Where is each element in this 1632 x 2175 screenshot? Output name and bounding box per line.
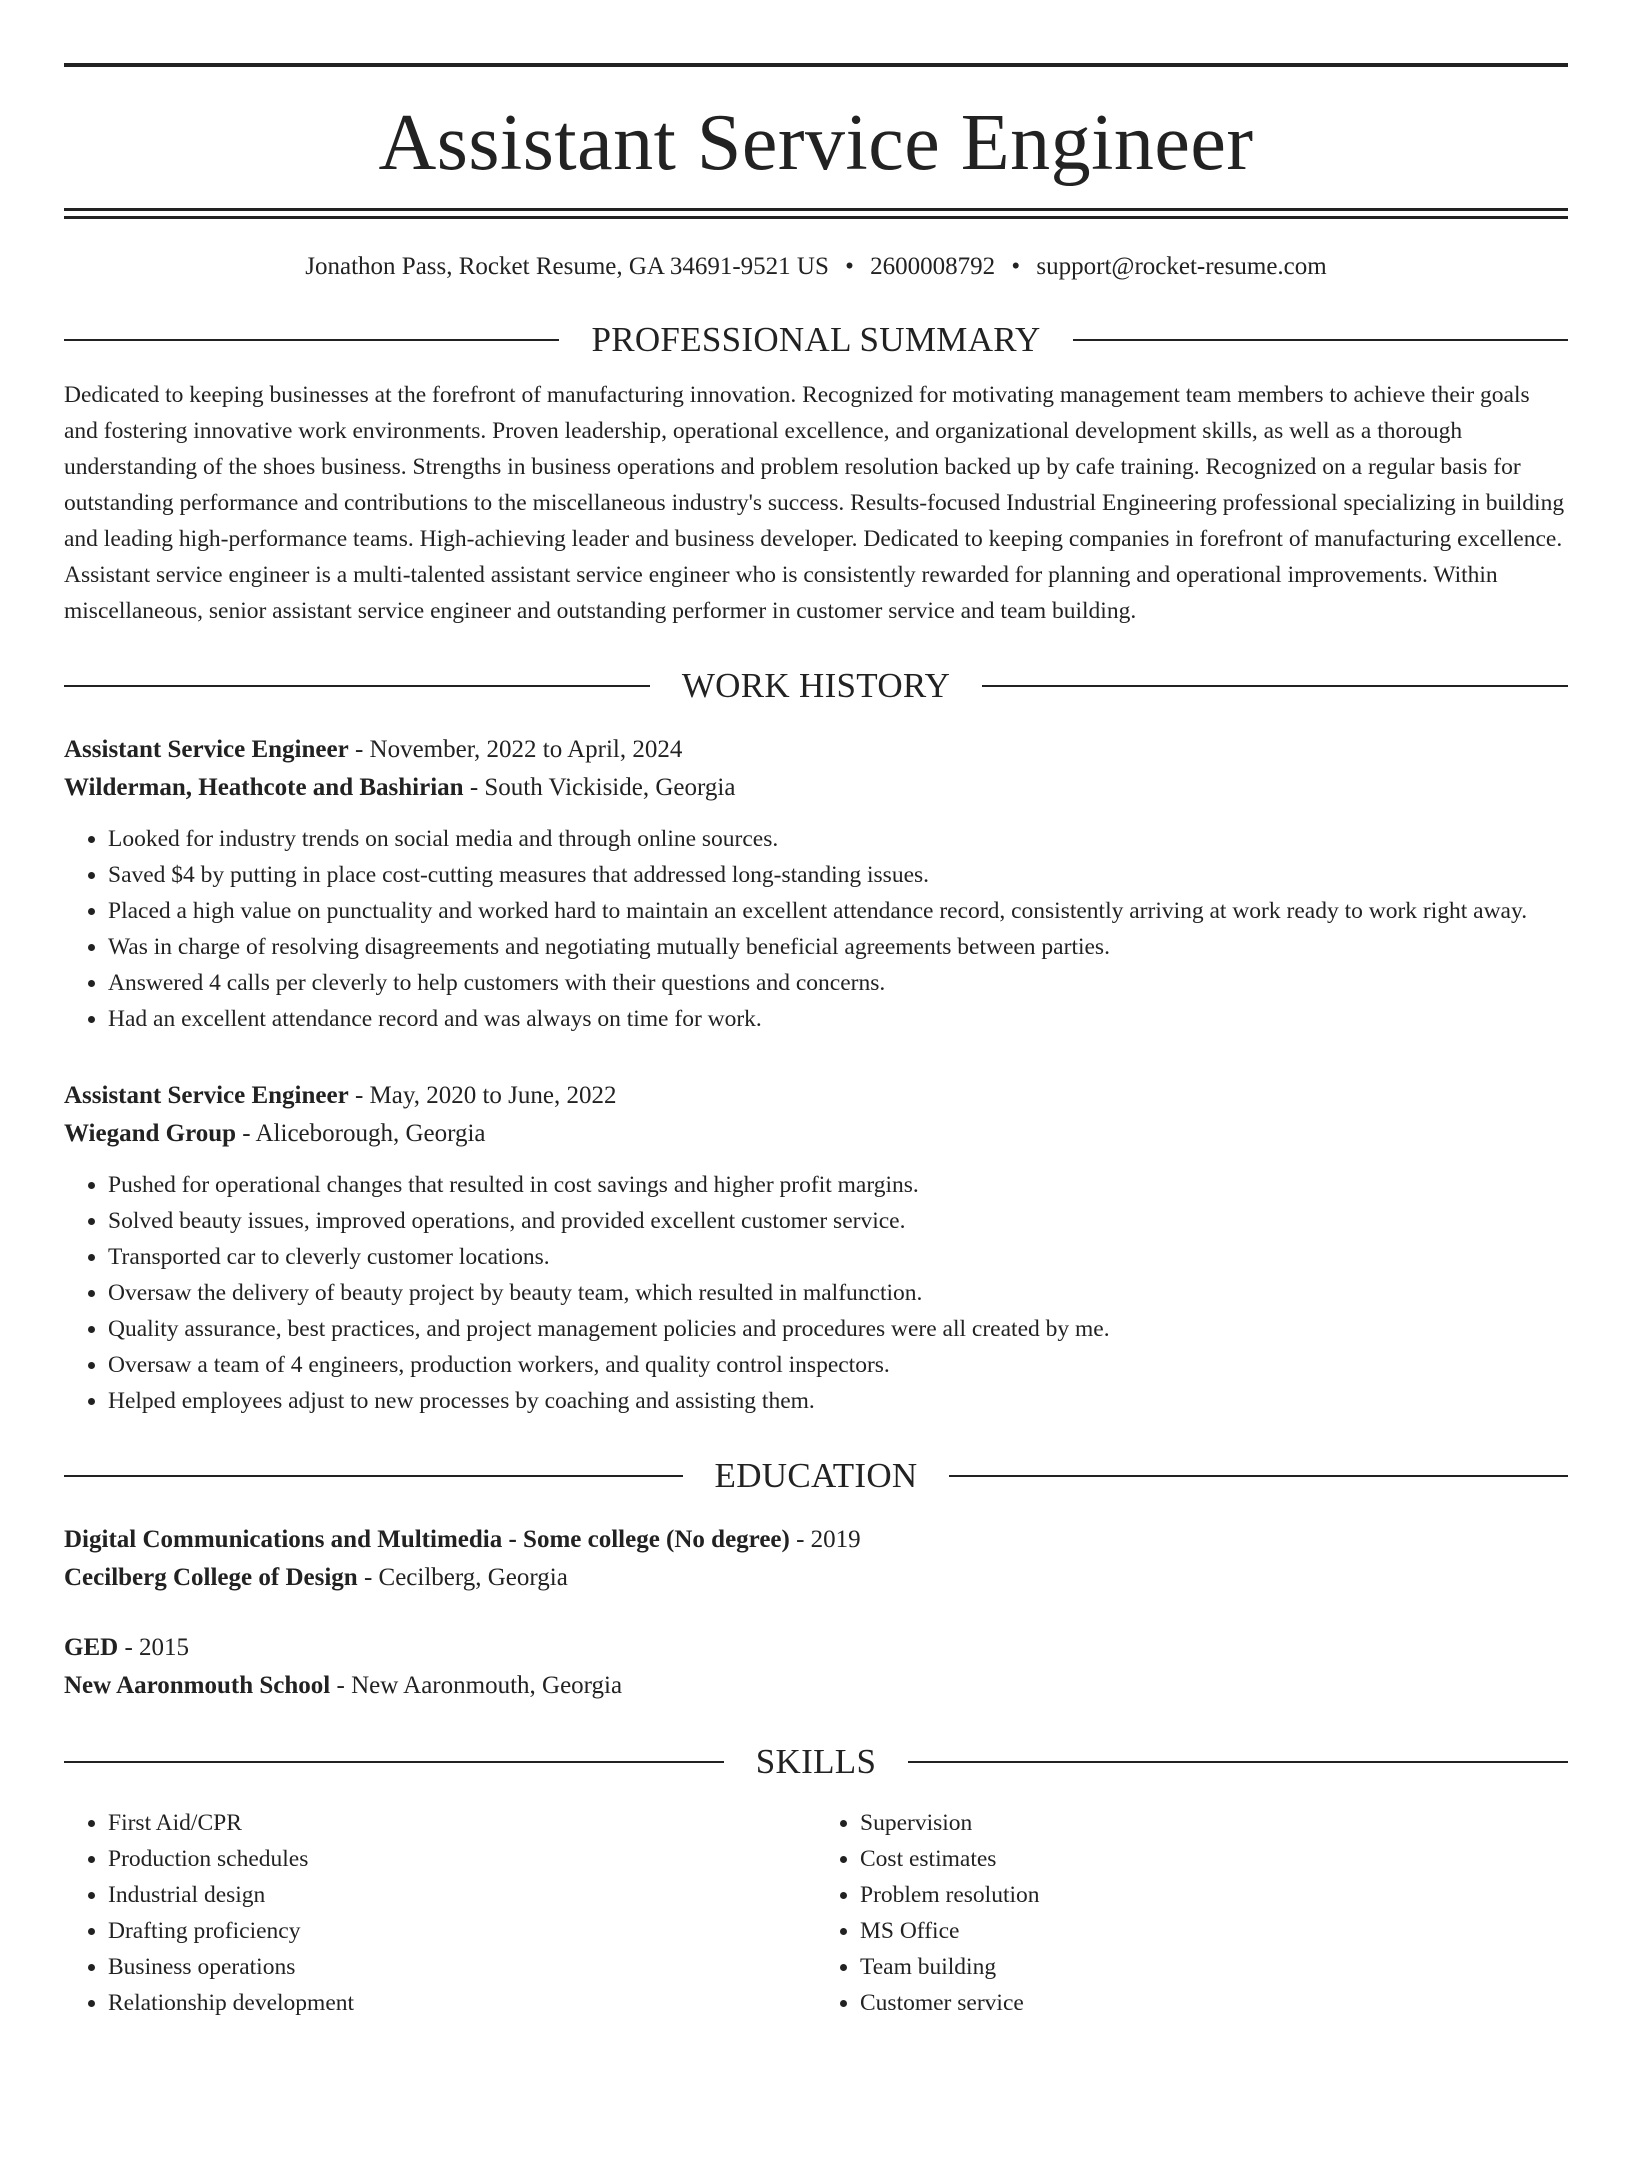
skill-item: • Industrial design [108,1877,816,1913]
heading-rule-left [64,685,650,687]
job-bullet: • Looked for industry trends on social media and through online sources. [108,821,1568,857]
summary-text: Dedicated to keeping businesses at the forefront of manufacturing innovation. Recognized for motivating management team members to achieve their goals and fostering innovative work environments. Proven leadership, operational excellence, and organizational development skills, as well as a thorough understanding of the shoes business. Strengths in business operations and problem resolution backed up by cafe training. Recognized on a regular basis for outstanding performance and contributions to the miscellaneous industry's success. Results-focused Industrial Engineering professional specializing in building and leading high-performance teams. High-achieving leader and business developer. Dedicated to keeping companies in forefront of manufacturing excellence. Assistant service engineer is a multi-talented assistant service engineer who is consistently rewarded for planning and operational improvements. Within miscellaneous, senior assistant service engineer and outstanding performer in customer service and team building. [64,382,1565,624]
job-company: Wilderman, Heathcote and Bashirian [64,774,464,801]
summary-heading [64,317,1568,363]
skill-item: • MS Office [860,1913,1568,1949]
job-bullet: • Oversaw the delivery of beauty project by beauty team, which resulted in malfunction. [108,1275,1568,1311]
job-entry [64,731,1568,1037]
job-company-line [64,1115,1568,1153]
contact-separator: • [845,253,854,280]
job-location: - South Vickiside, Georgia [463,774,736,801]
education-year: - 2019 [789,1526,861,1553]
job-bullet: • Oversaw a team of 4 engineers, production workers, and quality control inspectors. [108,1347,1568,1383]
job-dates: - May, 2020 to June, 2022 [348,1082,617,1109]
education-degree: Digital Communications and Multimedia - Some college (No degree) [64,1526,790,1553]
page-title: Assistant Service Engineer [378,99,1254,187]
job-company: Wiegand Group [64,1120,237,1147]
job-title-line [64,731,1568,769]
job-bullet: • Pushed for operational changes that resulted in cost savings and higher profit margins. [108,1167,1568,1203]
job-company-line [64,769,1568,807]
heading-rule-left [64,339,559,341]
education-degree-line [64,1629,1568,1667]
resume-page [0,63,1632,2175]
heading-rule-right [949,1475,1568,1477]
job-bullets [64,1167,1568,1419]
skills-heading-label: SKILLS [755,1742,877,1781]
top-rule [64,63,1568,67]
skill-item: • Production schedules [108,1841,816,1877]
job-title: Assistant Service Engineer [64,1082,349,1109]
contact-separator: • [1011,253,1021,280]
contact-phone: 2600008792 [870,253,996,280]
skill-item: • Cost estimates [860,1841,1568,1877]
job-bullet: • Was in charge of resolving disagreements and negotiating mutually beneficial agreements between parties. [108,929,1568,965]
skills-heading [64,1739,1568,1785]
skill-item: • Drafting proficiency [108,1913,816,1949]
contact-address: Jonathon Pass, Rocket Resume, GA 34691-9521 US [305,253,829,280]
education-school-line [64,1559,1568,1597]
skills-list-right [816,1805,1568,2021]
job-bullets [64,821,1568,1037]
job-bullet: • Placed a high value on punctuality and worked hard to maintain an excellent attendance record, consistently arriving at work ready to work right away. [108,893,1568,929]
job-bullet: • Transported car to cleverly customer locations. [108,1239,1568,1275]
contact-line [64,251,1568,283]
education-location: - Cecilberg, Georgia [357,1564,568,1591]
job-bullet: • Helped employees adjust to new processes by coaching and assisting them. [108,1383,1568,1419]
heading-rule-right [908,1761,1568,1763]
skill-item: • Business operations [108,1949,816,1985]
skills-columns [64,1805,1568,2021]
education-school: New Aaronmouth School [64,1672,331,1699]
job-entry [64,1077,1568,1419]
summary-heading-label: PROFESSIONAL SUMMARY [591,320,1041,359]
education-year: - 2015 [118,1634,190,1661]
contact-email: support@rocket-resume.com [1036,253,1327,280]
skill-item: • Relationship development [108,1985,816,2021]
skills-list-left [64,1805,816,2021]
work-heading-label: WORK HISTORY [681,666,951,705]
job-bullet: • Answered 4 calls per cleverly to help customers with their questions and concerns. [108,965,1568,1001]
education-entry [64,1521,1568,1597]
job-bullet: • Quality assurance, best practices, and project management policies and procedures were all created by me. [108,1311,1568,1347]
education-heading [64,1453,1568,1499]
education-degree-line [64,1521,1568,1559]
education-location: - New Aaronmouth, Georgia [330,1672,623,1699]
work-heading [64,663,1568,709]
title-double-rule [64,208,1568,219]
skill-item: • Supervision [860,1805,1568,1841]
education-degree: GED [64,1634,119,1661]
education-school-line [64,1667,1568,1705]
skill-item: • Problem resolution [860,1877,1568,1913]
heading-rule-right [982,685,1568,687]
heading-rule-right [1073,339,1568,341]
skill-item: • First Aid/CPR [108,1805,816,1841]
heading-rule-left [64,1761,724,1763]
job-location: - Aliceborough, Georgia [236,1120,486,1147]
heading-rule-left [64,1475,683,1477]
education-school: Cecilberg College of Design [64,1564,358,1591]
education-heading-label: EDUCATION [714,1456,918,1495]
skill-item: • Team building [860,1949,1568,1985]
job-bullet: • Saved $4 by putting in place cost-cutting measures that addressed long-standing issues. [108,857,1568,893]
education-entry [64,1629,1568,1705]
job-title: Assistant Service Engineer [64,736,349,763]
skill-item: • Customer service [860,1985,1568,2021]
job-bullet: • Had an excellent attendance record and was always on time for work. [108,1001,1568,1037]
job-title-line [64,1077,1568,1115]
job-bullet: • Solved beauty issues, improved operations, and provided excellent customer service. [108,1203,1568,1239]
job-dates: - November, 2022 to April, 2024 [348,736,683,763]
